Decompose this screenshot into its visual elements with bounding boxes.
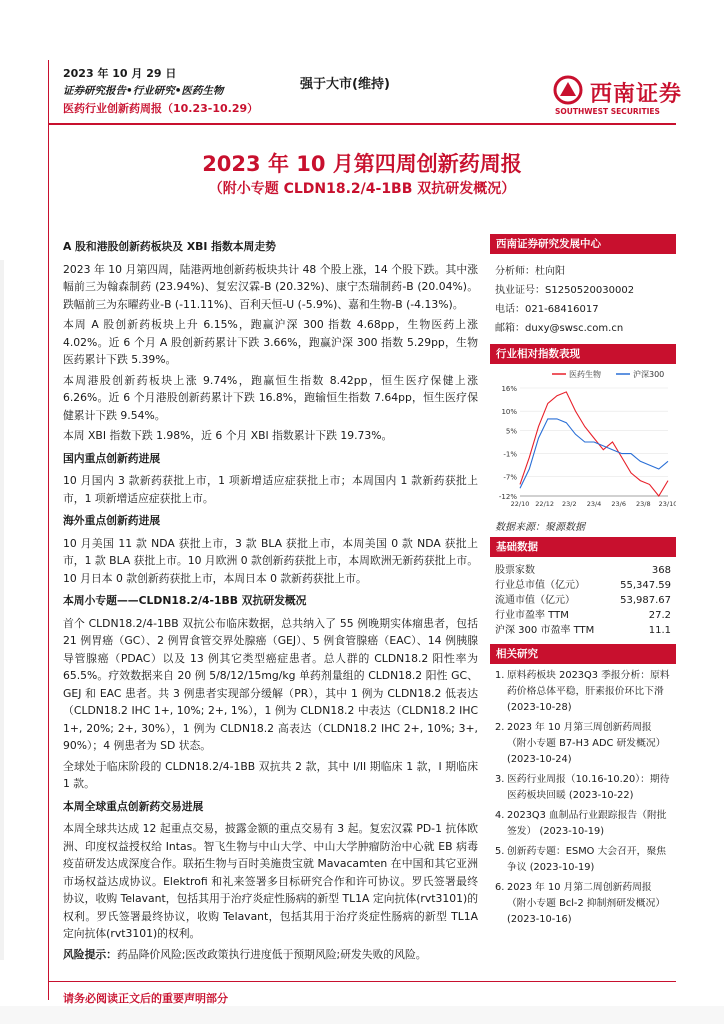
y-tick-label: -7% bbox=[503, 473, 517, 482]
research-center-header: 西南证券研究发展中心 bbox=[490, 234, 676, 254]
related-link[interactable] bbox=[495, 880, 671, 928]
paragraph: 首个 CLDN18.2/4-1BB 双抗公布临床数据，总共纳入了 55 例晚期实体瘤患者，包括 21 例胃癌（GC）、2 例胃食管交界处腺癌（GEJ）、5 例食管腺癌（EAC）、14 例胰腺导管腺癌（PDAC）以及 13 例其它类型癌症患者。总人群的 CLDN18.2 阳性率为 65.5%。疗效数据来自 20 例 5/8/12/15mg/kg 单药剂量组的 CLDN18.2 阳性 GC、GEJ 和 EAC 患者。共 3 例患者实现部分缓解（PR），其中 1 例为 CLDN18.2 低表达（CLDN18.2 IHC 1+, 10%; 2+, 1%），1 例为 CLDN18.2 中表达（CLDN18.2 IHC 1+, 20%; 2+, 30%），1 例为 CLDN18.2 高表达（CLDN18.2 IHC 2+, 10%; 3+, 90%）；4 例患者为 SD 状态。 bbox=[63, 616, 478, 752]
basic-label: 行业总市值（亿元） bbox=[495, 580, 585, 591]
left-rule bbox=[48, 60, 49, 1000]
paragraph: 10 月美国 11 款 NDA 获批上市，3 款 BLA 获批上市，本周美国 0 款 NDA 获批上市，1 款 BLA 获批上市。10 月欧洲 0 款创新药获批上市，本周欧洲无新药获批上市。10 月日本 0 款创新药获批上市，本周日本 0 款新药获批上市。 bbox=[63, 536, 478, 585]
item-text: 2023 年 10 月第三周创新药周报（附小专题 B7-H3 ADC 研发概况） (2023-10-24) bbox=[507, 722, 666, 765]
item-number: 1. bbox=[495, 670, 505, 681]
basic-row bbox=[490, 563, 676, 578]
basic-row bbox=[490, 593, 676, 608]
section-title: 国内重点创新药进展 bbox=[63, 451, 161, 465]
item-number: 2. bbox=[495, 722, 505, 733]
logo-mark-icon bbox=[552, 75, 586, 107]
basic-value: 55,347.59 bbox=[620, 580, 671, 591]
performance-header: 行业相对指数表现 bbox=[490, 344, 676, 364]
related-link[interactable] bbox=[495, 844, 671, 876]
sidebar bbox=[490, 234, 676, 932]
main-body bbox=[63, 233, 478, 966]
basic-label: 流通市值（亿元） bbox=[495, 595, 575, 606]
related-link[interactable] bbox=[495, 668, 671, 716]
paragraph: 2023 年 10 月第四周，陆港两地创新药板块共计 48 个股上涨，14 个股下跌。其中涨幅前三为翰森制药 (23.94%)、复宏汉霖-B (20.32%)、康宁杰瑞制药-B (20.04%)。跌幅前三为东曜药业-B (-11.11%)、百利天恒-U (-5.9%)、嘉和生物-B (-4.13%)。 bbox=[63, 262, 478, 311]
y-tick-label: -1% bbox=[503, 450, 517, 459]
item-text: 2023Q3 血制品行业跟踪报告（附批签发） (2023-10-19) bbox=[507, 810, 667, 837]
disclaimer-footer: 请务必阅读正文后的重要声明部分 bbox=[63, 992, 228, 1005]
item-text: 原料药板块 2023Q3 季报分析：原料药价格总体平稳，肝素报价环比下滑 (2023-10-28) bbox=[507, 670, 670, 713]
related-link[interactable] bbox=[495, 720, 671, 768]
footer-band bbox=[0, 1006, 724, 1024]
report-subtitle: （附小专题 CLDN18.2/4-1BB 双抗研发概况） bbox=[208, 181, 516, 197]
item-number: 3. bbox=[495, 774, 505, 785]
risk-text: 药品降价风险;医改政策执行进度低于预期风险;研发失败的风险。 bbox=[116, 947, 427, 961]
item-number: 5. bbox=[495, 846, 505, 857]
paragraph: 本周 XBI 指数下跌 1.98%，近 6 个月 XBI 指数累计下跌 19.73%。 bbox=[63, 429, 393, 442]
risk-label: 风险提示： bbox=[63, 947, 117, 961]
y-tick-label: -12% bbox=[498, 493, 517, 501]
x-tick-label: 23/10 bbox=[658, 500, 676, 508]
report-type: 证券研究报告•行业研究•医药生物 bbox=[63, 85, 224, 97]
header-divider bbox=[48, 123, 676, 125]
paragraph: 本周全球共达成 12 起重点交易，披露金额的重点交易有 3 起。复宏汉霖 PD-1 抗体欧洲、印度权益授权给 Intas。智飞生物与中山大学、中山大学肿瘤防治中心就 EB 病毒疫苗研发达成深度合作。联拓生物与百时美施贵宝就 Mavacamten 在中国和其它亚洲市场权益达成协议。Elektrofi 和礼来签署多目标研究合作和许可协议。罗氏签署最终协议，收购 Telavant，包括其用于治疗炎症性肠病的新型 TL1A 定向抗体(rvt3101)的权利。罗氏签署最终协议，收购 Telavant，包括其用于治疗炎症性肠病的新型 TL1A 定向抗体(rvt3101)的权利。 bbox=[63, 822, 478, 940]
footer-divider bbox=[48, 981, 676, 982]
item-text: 创新药专题：ESMO 大会召开，聚焦争议 (2023-10-19) bbox=[507, 846, 667, 873]
basic-label: 沪深 300 市盈率 TTM bbox=[495, 625, 595, 636]
basic-value: 27.2 bbox=[648, 610, 671, 621]
chart-svg bbox=[490, 364, 676, 514]
logo-cn-text: 西南证券 bbox=[590, 81, 683, 107]
analyst-name: 分析师：杜向阳 bbox=[495, 266, 565, 277]
item-number: 4. bbox=[495, 810, 505, 821]
basic-row bbox=[490, 623, 676, 638]
item-text: 医药行业周报（10.16-10.20）：期待医药板块回暖 (2023-10-22) bbox=[507, 774, 670, 801]
paragraph: 全球处于临床阶段的 CLDN18.2/4-1BB 双抗共 2 款，其中 I/II 期临床 1 款，I 期临床 1 款。 bbox=[63, 759, 478, 790]
analyst-license: 执业证号：S1250520030002 bbox=[495, 285, 635, 296]
data-source: 数据来源：聚源数据 bbox=[495, 522, 585, 533]
y-tick-label: 5% bbox=[505, 427, 517, 436]
x-tick-label: 22/10 bbox=[510, 500, 530, 508]
section-title: 本周小专题——CLDN18.2/4-1BB 双抗研发概况 bbox=[63, 594, 307, 607]
related-research-list bbox=[490, 664, 676, 928]
legend-label: 沪深300 bbox=[633, 370, 665, 379]
paragraph: 本周 A 股创新药板块上升 6.15%，跑赢沪深 300 指数 4.68pp，生物医药上涨 4.02%。近 6 个月 A 股创新药累计下跌 3.66%，跑赢沪深 300 指数 5.29pp，生物医药累计下跌 5.39%。 bbox=[63, 318, 478, 366]
y-tick-label: 10% bbox=[501, 408, 517, 417]
basic-value: 368 bbox=[651, 565, 671, 576]
x-tick-label: 23/8 bbox=[636, 500, 651, 508]
basic-value: 53,987.67 bbox=[620, 595, 671, 606]
x-tick-label: 23/6 bbox=[611, 500, 626, 508]
x-tick-label: 23/4 bbox=[586, 500, 602, 508]
item-text: 2023 年 10 月第二周创新药周报（附小专题 Bcl-2 抑制剂研发概况） (2023-10-16) bbox=[507, 882, 666, 925]
basic-data-table bbox=[490, 557, 676, 644]
risk-note bbox=[63, 946, 478, 964]
analyst-info bbox=[490, 254, 676, 344]
company-logo bbox=[552, 75, 682, 120]
basic-label: 行业市盈率 TTM bbox=[495, 610, 569, 621]
section-title: A 股和港股创新药板块及 XBI 指数本周走势 bbox=[63, 240, 276, 253]
item-number: 6. bbox=[495, 882, 505, 893]
section-title: 海外重点创新药进展 bbox=[63, 514, 161, 527]
report-date: 2023 年 10 月 29 日 bbox=[63, 67, 177, 80]
x-tick-label: 22/12 bbox=[535, 500, 555, 508]
report-title: 2023 年 10 月第四周创新药周报 bbox=[202, 152, 522, 176]
x-tick-label: 23/2 bbox=[562, 500, 577, 508]
basic-label: 股票家数 bbox=[495, 565, 535, 576]
related-link[interactable] bbox=[495, 808, 671, 840]
paragraph: 10 月国内 3 款新药获批上市，1 项新增适应症获批上市；本周国内 1 款新药获批上市，1 项新增适应症获批上市。 bbox=[63, 474, 478, 505]
relative-index-chart bbox=[490, 364, 676, 514]
section-title: 本周全球重点创新药交易进展 bbox=[63, 799, 204, 813]
legend-label: 医药生物 bbox=[569, 370, 601, 379]
industry-rating: 强于大市(维持) bbox=[300, 77, 390, 92]
related-research-header: 相关研究 bbox=[490, 644, 676, 664]
logo-en-text: SOUTHWEST SECURITIES bbox=[555, 107, 660, 116]
paragraph: 本周港股创新药板块上涨 9.74%，跑赢恒生指数 8.42pp，恒生医疗保健上涨 6.26%。近 6 个月港股创新药累计下跌 16.8%，跑输恒生指数 7.64pp，恒生医疗保健累计下跌 9.54%。 bbox=[63, 373, 478, 422]
y-tick-label: 16% bbox=[501, 385, 517, 393]
basic-data-header: 基础数据 bbox=[490, 537, 676, 557]
analyst-phone: 电话：021-68416017 bbox=[495, 304, 599, 315]
basic-row bbox=[490, 608, 676, 623]
series-line-pharma bbox=[520, 392, 668, 496]
related-link[interactable] bbox=[495, 772, 671, 804]
report-series: 医药行业创新药周报（10.23-10.29） bbox=[63, 102, 259, 115]
basic-row bbox=[490, 578, 676, 593]
basic-value: 11.1 bbox=[648, 625, 671, 636]
analyst-email: 邮箱：duxy@swsc.com.cn bbox=[495, 323, 624, 334]
side-band bbox=[0, 260, 4, 960]
